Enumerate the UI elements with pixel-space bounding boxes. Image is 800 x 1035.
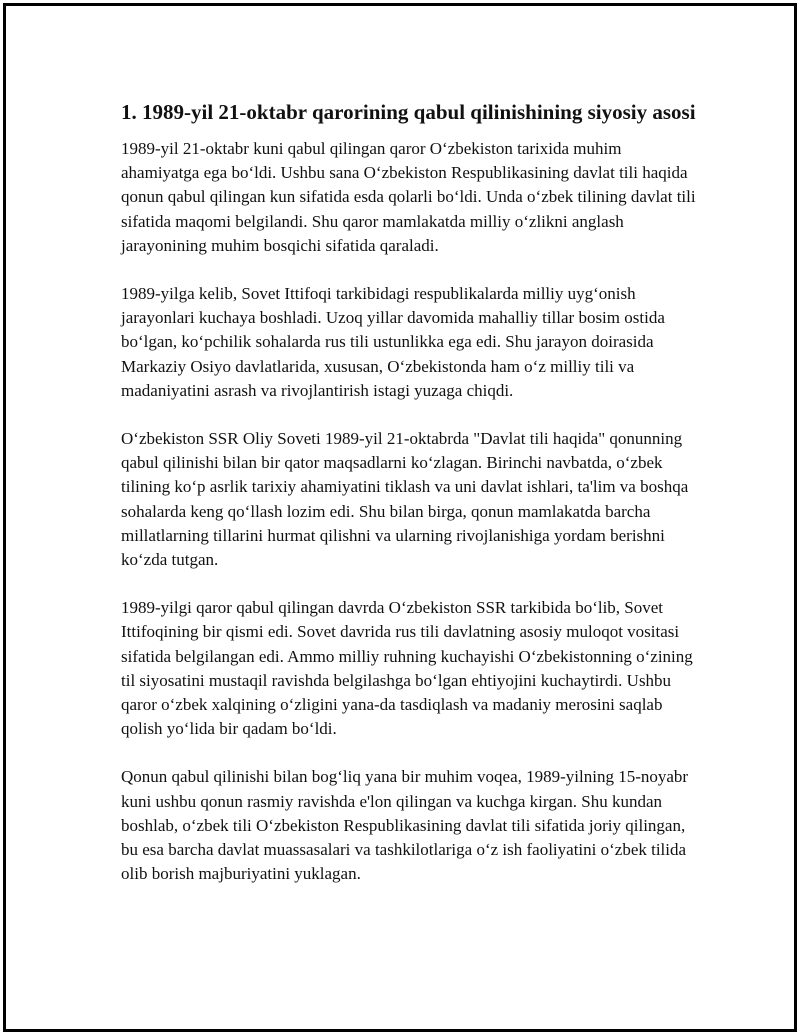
- paragraph-1: 1989-yil 21-oktabr kuni qabul qilingan qaror O‘zbekiston tarixida muhim ahamiyatga ega bo‘ldi. Ushbu sana O‘zbekiston Respublikasining davlat tili haqida qonun qabul qilingan kun sifatida esda qolarli bo‘ldi. Unda o‘zbek tilining davlat tili sifatida maqomi belgilandi. Shu qaror mamlakatda milliy o‘zlikni anglash jarayonining muhim bosqichi sifatida qaraladi.: [121, 139, 696, 255]
- paragraph-5: Qonun qabul qilinishi bilan bog‘liq yana bir muhim voqea, 1989-yilning 15-noyabr kuni ushbu qonun rasmiy ravishda e'lon qilingan va kuchga kirgan. Shu kundan boshlab, o‘zbek tili O‘zbekiston Respublikasining davlat tili sifatida joriy qilingan, bu esa barcha davlat muassasalari va tashkilotlariga o‘z ish faoliyatini o‘zbek tilida olib borish majburiyatini yuklagan.: [121, 767, 689, 884]
- document-body: [121, 98, 696, 910]
- paragraph-3: O‘zbekiston SSR Oliy Soveti 1989-yil 21-oktabrda "Davlat tili haqida" qonunning qabul qilinishi bilan bir qator maqsadlarni ko‘zlagan. Birinchi navbatda, o‘zbek tilining ko‘p asrlik tarixiy ahamiyatini tiklash va uni davlat ishlari, ta'lim va boshqa sohalarda keng qo‘llash lozim edi. Shu bilan birga, qonun mamlakatda barcha millatlarning tillarini hurmat qilishni va ularning rivojlanishiga yordam berishni ko‘zda tutgan.: [121, 429, 689, 570]
- paragraph-2: 1989-yilga kelib, Sovet Ittifoqi tarkibidagi respublikalarda milliy uyg‘onish jarayonlari kuchaya boshladi. Uzoq yillar davomida mahalliy tillar bosim ostida bo‘lgan, ko‘pchilik sohalarda rus tili ustunlikka ega edi. Shu jarayon doirasida Markaziy Osiyo davlatlarida, xususan, O‘zbekistonda ham o‘z milliy tili va madaniyatini asrash va rivojlantirish istagi yuzaga chiqdi.: [121, 284, 665, 400]
- paragraph-4: 1989-yilgi qaror qabul qilingan davrda O‘zbekiston SSR tarkibida bo‘lib, Sovet Ittifoqining bir qismi edi. Sovet davrida rus tili davlatning asosiy muloqot vositasi sifatida belgilangan edi. Ammo milliy ruhning kuchayishi O‘zbekistonning o‘zining til siyosatini mustaqil ravishda belgilashga bo‘lgan ehtiyojini kuchaytirdi. Ushbu qaror o‘zbek xalqining o‘zligini yana-da tasdiqlash va madaniy merosini saqlab qolish yo‘lida bir qadam bo‘ldi.: [121, 598, 693, 739]
- section-heading: 1. 1989-yil 21-oktabr qarorining qabul qilinishining siyosiy asosi: [121, 100, 696, 124]
- page-frame: [3, 3, 797, 1032]
